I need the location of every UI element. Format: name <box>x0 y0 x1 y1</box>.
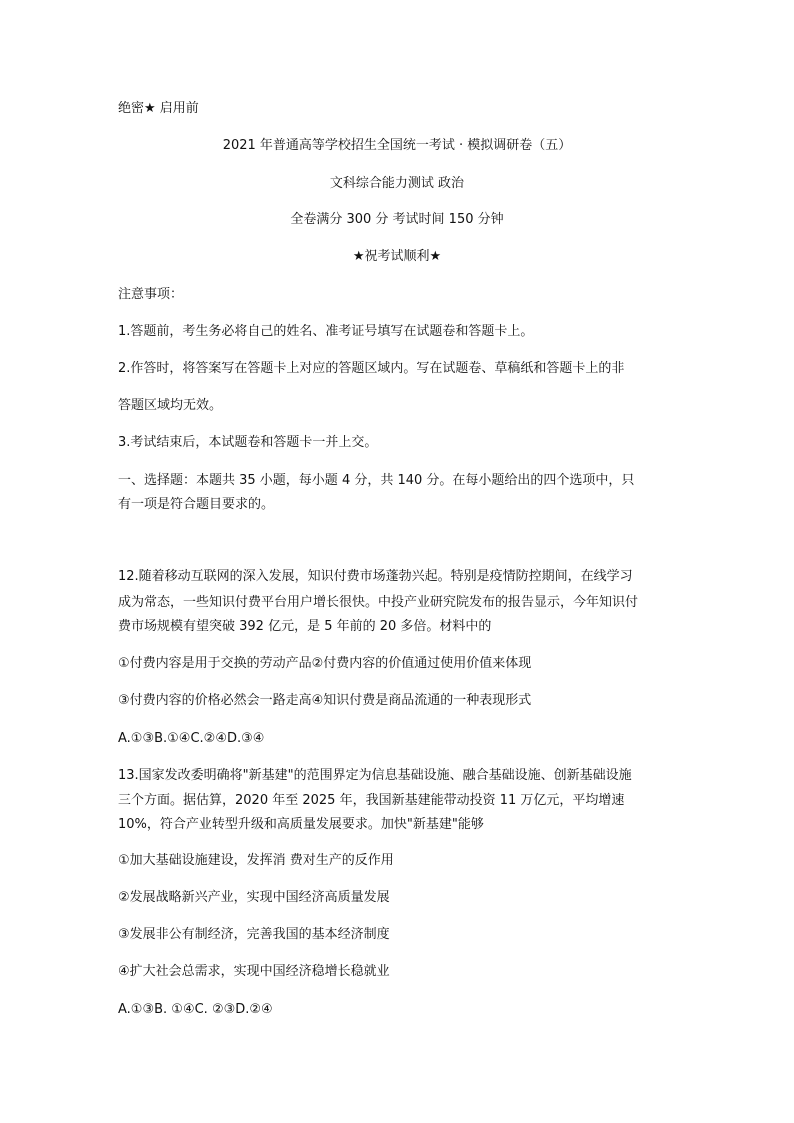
q12-options-line-1: ①付费内容是用于交换的劳动产品②付费内容的价值通过使用价值来体现 <box>118 656 532 671</box>
confidential-label: 绝密★ 启用前 <box>118 101 199 116</box>
section-instruction-line-1: 一、选择题：本题共 35 小题，每小题 4 分，共 140 分。在每小题给出的四个选项中，只 <box>118 473 635 488</box>
q13-option-1: ①加大基础设施建设，发挥消 费对生产的反作用 <box>118 853 394 868</box>
q12-stem-line-2: 成为常态，一些知识付费平台用户增长很快。中投产业研究院发布的报告显示，今年知识付 <box>118 595 639 610</box>
q13-stem-line-1: 13.国家发改委明确将"新基建"的范围界定为信息基础设施、融合基础设施、创新基础设施 <box>118 768 632 783</box>
q13-stem-line-2: 三个方面。据估算，2020 年至 2025 年，我国新基建能带动投资 11 万亿元，平均增速 <box>118 793 625 808</box>
q13-answer-choices: A.①③B. ①④C. ②③D.②④ <box>118 1002 273 1017</box>
q13-option-4: ④扩大社会总需求，实现中国经济稳增长稳就业 <box>118 964 390 979</box>
q13-option-3: ③发展非公有制经济，完善我国的基本经济制度 <box>118 927 390 942</box>
exam-title: 2021 年普通高等学校招生全国统一考试 · 模拟调研卷（五） <box>222 138 572 153</box>
score-time-info: 全卷满分 300 分 考试时间 150 分钟 <box>290 212 504 227</box>
note-item-1: 1.答题前，考生务必将自己的姓名、准考证号填写在试题卷和答题卡上。 <box>118 324 534 339</box>
note-item-3: 3.考试结束后，本试题卷和答题卡一并上交。 <box>118 435 378 450</box>
exam-subject: 文科综合能力测试 政治 <box>329 176 465 191</box>
q13-stem-line-3: 10%，符合产业转型升级和高质量发展要求。加快"新基建"能够 <box>118 817 484 832</box>
q13-option-2: ②发展战略新兴产业，实现中国经济高质量发展 <box>118 890 390 905</box>
q12-stem-line-3: 费市场规模有望突破 392 亿元，是 5 年前的 20 多倍。材料中的 <box>118 619 492 634</box>
note-item-2-line-2: 答题区域均无效。 <box>118 398 223 413</box>
notes-title: 注意事项： <box>118 287 184 302</box>
good-luck-wish: ★祝考试顺利★ <box>352 249 442 264</box>
note-item-2-line-1: 2.作答时，将答案写在答题卡上对应的答题区域内。写在试题卷、草稿纸和答题卡上的非 <box>118 361 625 376</box>
q12-stem-line-1: 12.随着移动互联网的深入发展，知识付费市场蓬勃兴起。特别是疫情防控期间，在线学习 <box>118 569 633 584</box>
section-instruction-line-2: 有一项是符合题目要求的。 <box>118 497 275 512</box>
q12-options-line-2: ③付费内容的价格必然会一路走高④知识付费是商品流通的一种表现形式 <box>118 693 532 708</box>
q12-answer-choices: A.①③B.①④C.②④D.③④ <box>118 731 265 746</box>
